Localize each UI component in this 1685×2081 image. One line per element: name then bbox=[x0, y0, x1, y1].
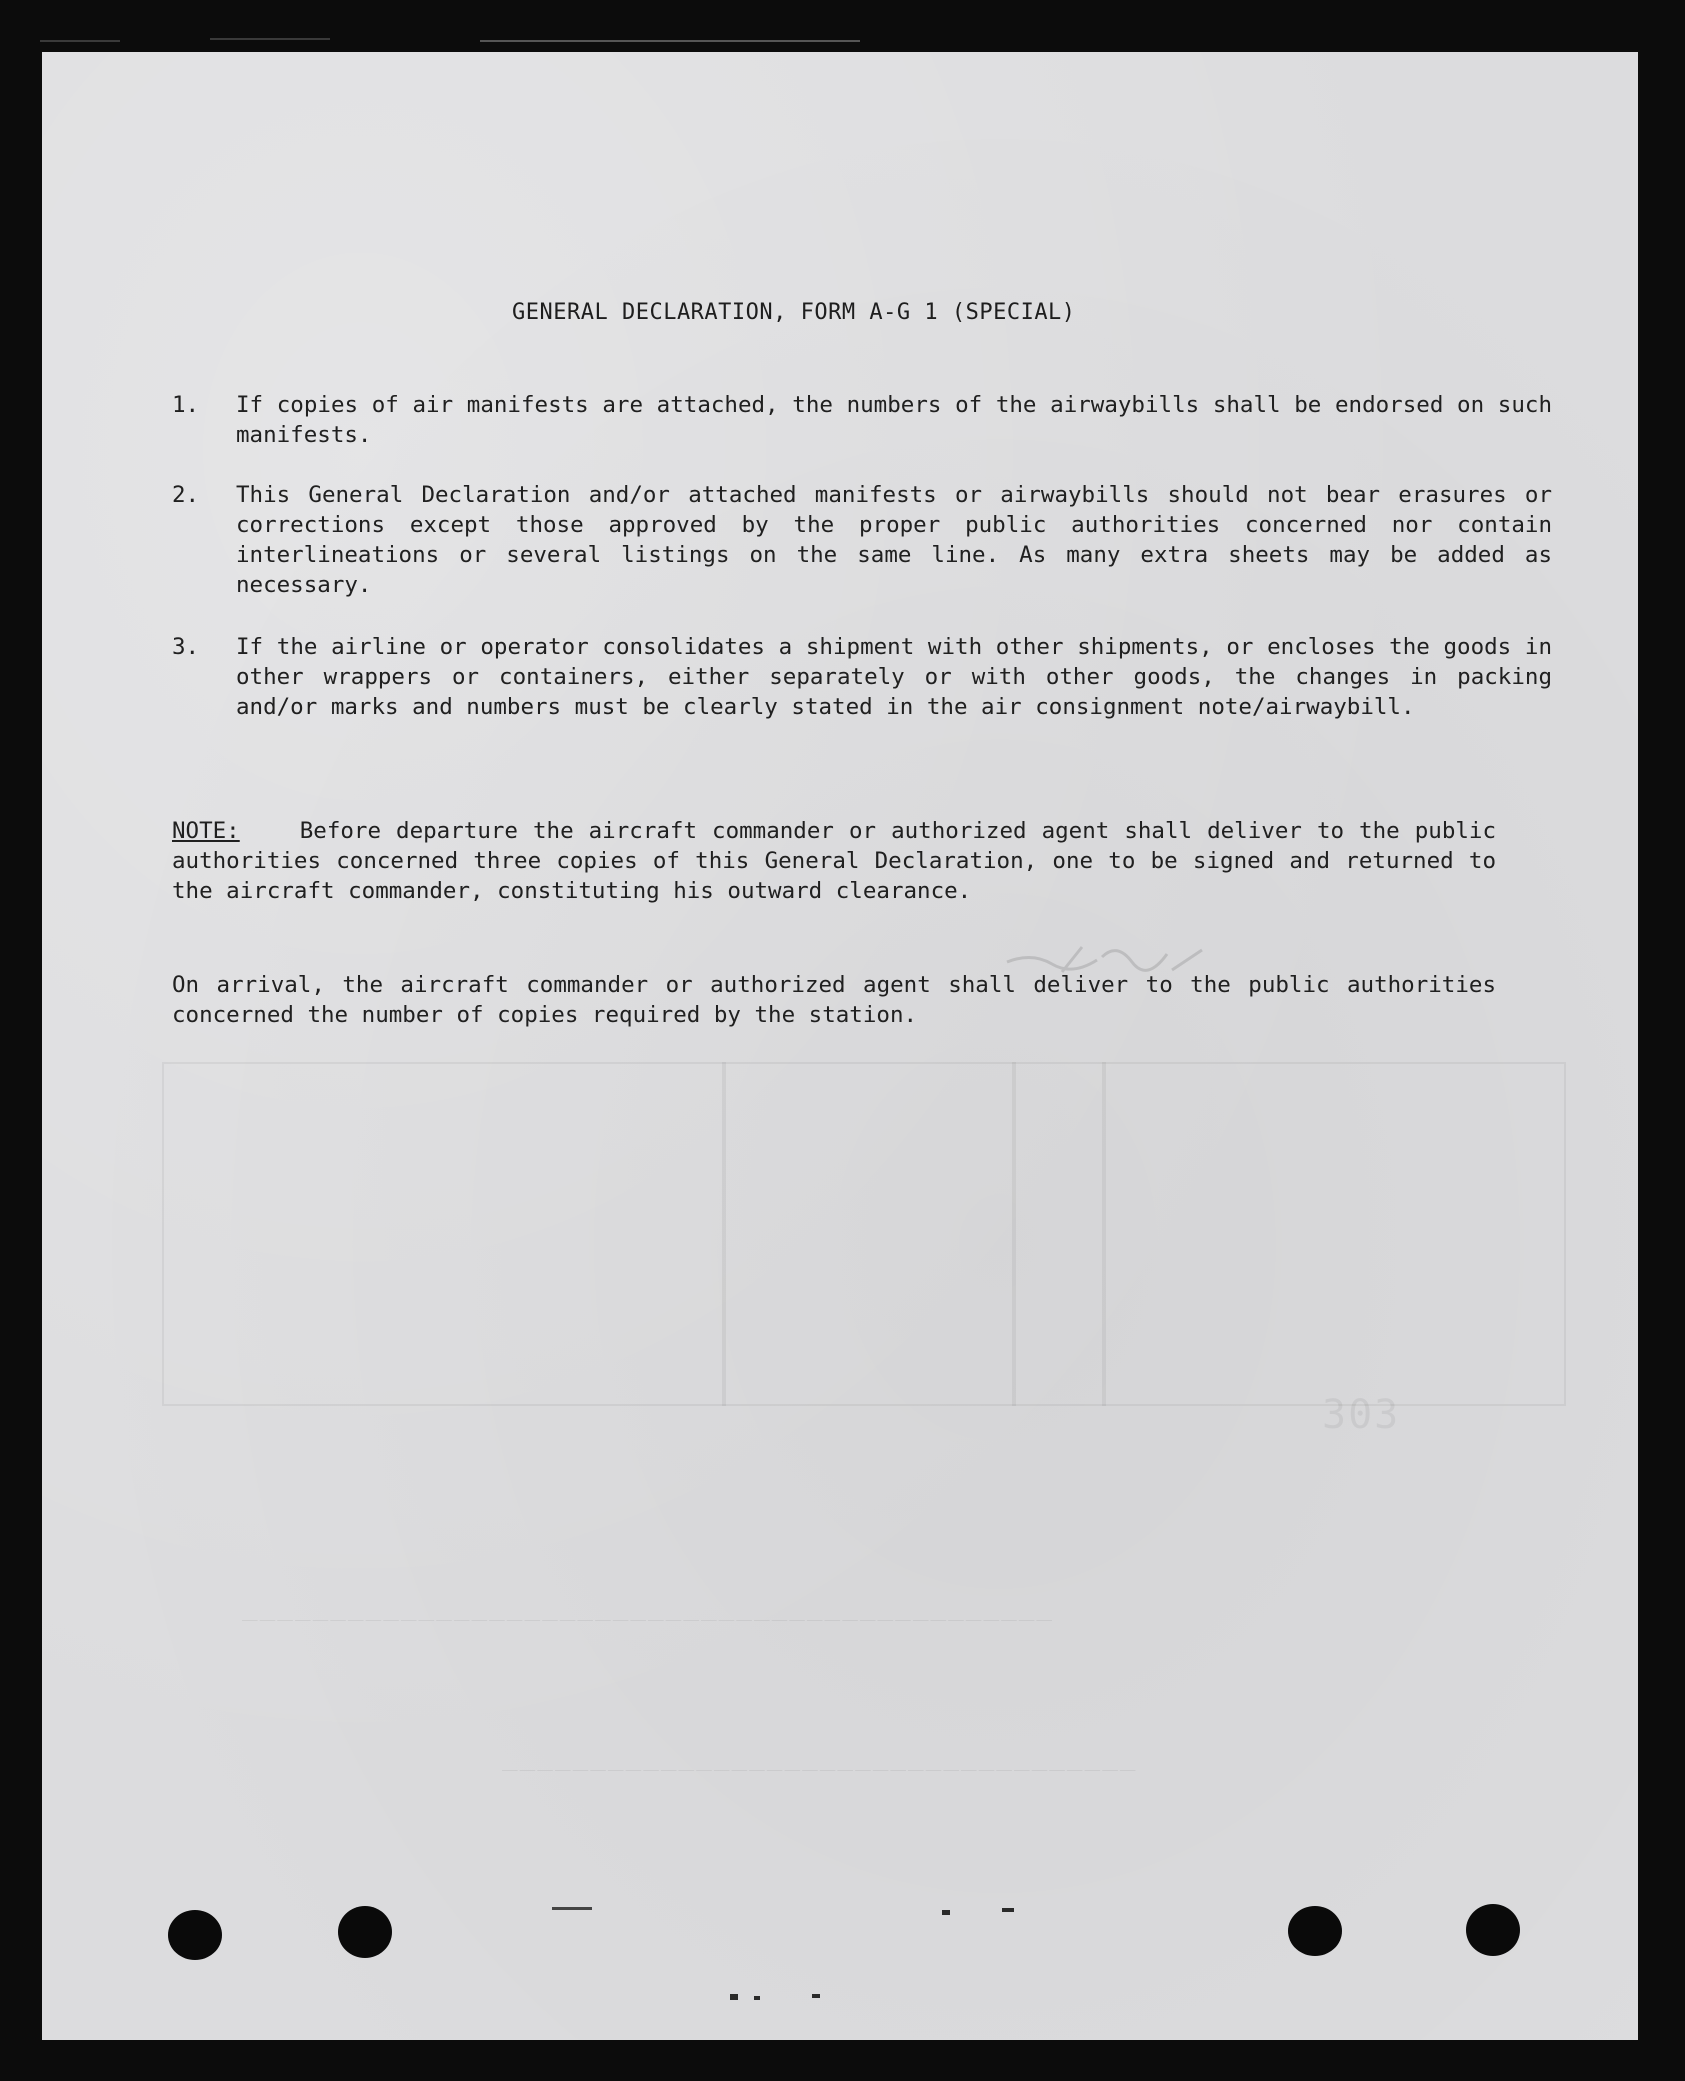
punch-hole bbox=[1288, 1906, 1342, 1956]
item-number: 3. bbox=[172, 634, 200, 660]
instruction-item-2 bbox=[172, 480, 1552, 600]
bleed-through-table bbox=[162, 1062, 1566, 1406]
scan-speck bbox=[812, 1994, 820, 1998]
form-title: GENERAL DECLARATION, FORM A-G 1 (SPECIAL) bbox=[512, 300, 1076, 325]
document-sheet bbox=[42, 52, 1638, 2040]
instruction-item-1 bbox=[172, 390, 1552, 450]
scan-speck bbox=[730, 1994, 738, 2000]
scan-edge-mark bbox=[480, 40, 860, 42]
scan-speck bbox=[942, 1910, 950, 1915]
item-number: 2. bbox=[172, 482, 200, 508]
bleed-through-line: ____________________________________ bbox=[502, 1742, 1138, 1772]
item-text: If the airline or operator consolidates a shipment with other shipments, or encloses the goods in other wrappers or containers, either separately or with other goods, the changes in packing and/or marks and numbers must be clearly stated in the air consignment note/airwaybill. bbox=[236, 634, 1552, 720]
punch-hole bbox=[1466, 1904, 1520, 1956]
scan-edge-mark bbox=[40, 40, 120, 42]
bleed-through-number: 303 bbox=[1322, 1392, 1401, 1438]
punch-hole bbox=[338, 1906, 392, 1958]
scan-speck bbox=[1002, 1908, 1014, 1912]
bleed-through-line: ______________________________________________ bbox=[242, 1592, 1055, 1622]
arrival-paragraph: On arrival, the aircraft commander or authorized agent shall deliver to the public authorities concerned the number of copies required by the station. bbox=[172, 972, 1496, 1028]
handwritten-mark-icon bbox=[1002, 932, 1222, 992]
note-paragraph bbox=[172, 816, 1496, 906]
bleed-through-rule bbox=[722, 1062, 726, 1406]
item-number: 1. bbox=[172, 392, 200, 418]
scan-speck bbox=[754, 1996, 760, 2000]
item-text: This General Declaration and/or attached manifests or airwaybills should not bear erasures or corrections except those approved by the proper public authorities concerned nor contain interlineations or several listings on the same line. As many extra sheets may be added as necessary. bbox=[236, 482, 1552, 598]
punch-hole bbox=[168, 1910, 222, 1960]
note-text: Before departure the aircraft commander or authorized agent shall deliver to the public authorities concerned three copies of this General Declaration, one to be signed and returned to the aircraft commander, constituting his outward clearance. bbox=[172, 818, 1496, 904]
bleed-through-rule bbox=[1012, 1062, 1016, 1406]
note-label: NOTE: bbox=[172, 818, 240, 844]
bleed-through-rule bbox=[1102, 1062, 1106, 1406]
item-text: If copies of air manifests are attached, the numbers of the airwaybills shall be endorsed on such manifests. bbox=[236, 392, 1552, 448]
scan-speck bbox=[552, 1907, 592, 1910]
instruction-item-3 bbox=[172, 632, 1552, 722]
scan-edge-mark bbox=[210, 38, 330, 40]
